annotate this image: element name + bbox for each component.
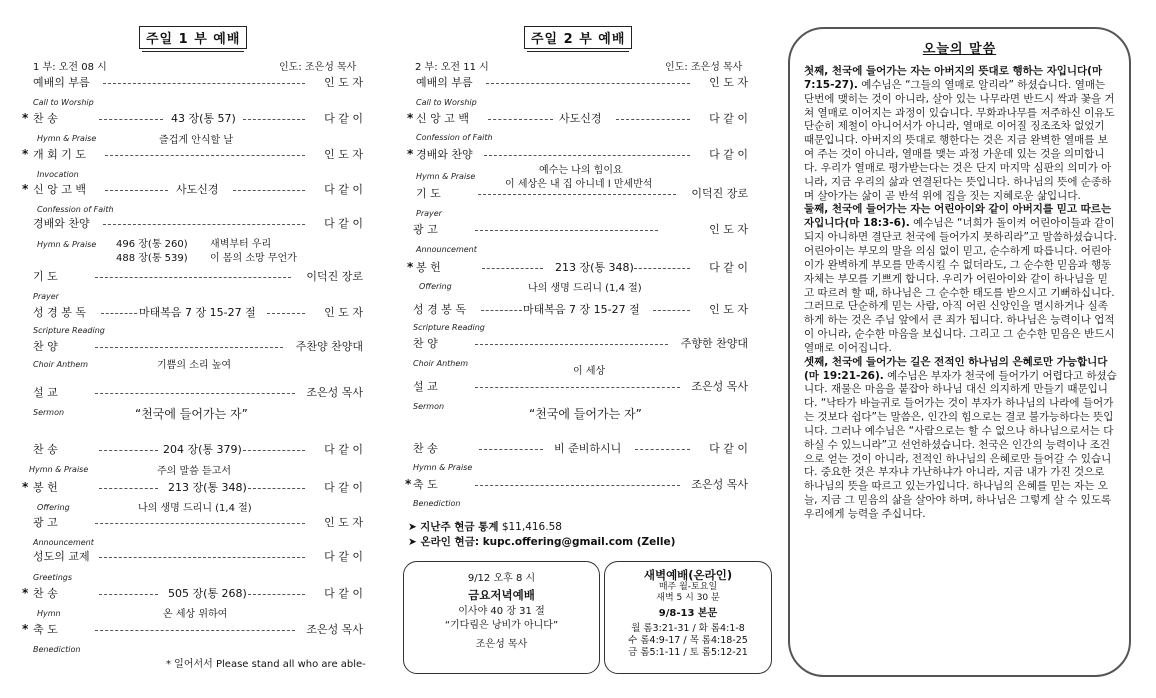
- s1-sermon-title: “천국에 들어가는 자”: [135, 407, 248, 421]
- word-point-1-text: 예수님은 “그들의 열매로 알리라” 하셨습니다. 열매는 단번에 맺히는 것이 아니라, 살아 있는 나무라면 반드시 싹과 꽃을 거쳐 열매로 이어지는 과정이 있습니다. 무화과나무를 저주하신 이유도 단순히 제철이 아니어서가 아니라, 열매로 이어질 징조조차 없었기 때문입니다. 아버지의 뜻대로 행한다는 것은 지금 완벽한 열매를 보여 주는 것이 아니라, 열매를 맺는 과정 가운데 있는 것을 의미합니다. 우리가 열매로 평가받는다는 것은 단지 마지막 심판의 의미가 아니라, 지금 우리의 삶과 연결된다는 뜻입니다. 하나님의 뜻에 순종하며 살아가는 삶이 곧 반석 위에 집을 짓는 지혜로운 삶입니다.: [804, 78, 1115, 202]
- s2-hymn-sub: Hymn & Praise: [413, 463, 473, 472]
- stand-marker: *: [405, 477, 412, 491]
- s1-prayer-label: 기 도: [33, 270, 58, 283]
- s1-praise-song-num: 488 장(통 539): [116, 253, 188, 264]
- s1-benediction-sub: Benediction: [33, 645, 81, 654]
- s1-praise-song-title: 새벽부터 우리: [210, 239, 272, 250]
- word-point-2: [804, 203, 1117, 355]
- dawn-reading-row: 월 롬3:21-31 / 화 롬4:1-8: [631, 623, 745, 634]
- online-offering-label: 온라인 현금: kupc.offering@gmail.com (Zelle): [420, 536, 676, 548]
- stand-marker: *: [22, 480, 29, 494]
- service1-title: 주일 1 부 예배: [139, 26, 247, 49]
- word-point-2-text: 예수님은 “너희가 돌이켜 어린아이들과 같이 되지 아니하면 결단코 천국에 들어가지 못하리라”고 말씀하셨습니다. 어린아이는 부모의 말을 의심 없이 믿고, 순수하게 따릅니다. 어린아이가 완벽하게 부모를 만족시킬 수 없더라도, 그 순수한 믿음과 행동 자체는 부모를 기쁘게 합니다. 우리가 어린아이와 같이 하나님을 믿고 따르려 할 때, 하나님은 그 순수한 태도를 받으시고 기뻐하십니다. 그러므로 단순하게 믿는 사람, 아직 어린 신앙인을 멸시하거나 실족하게 하는 것은 주님 앞에서 큰 죄가 됩니다. 하나님은 능력이나 업적이 아니라, 순수한 마음을 보십니다. 그리고 그 순수한 믿음은 반드시 열매로 이어집니다.: [804, 217, 1117, 354]
- s1-choir-sub: Choir Anthem: [33, 360, 89, 369]
- dawn-range: 9/8-13 본문: [658, 608, 718, 619]
- s1-sermon-right: 조은성 목사: [306, 386, 363, 399]
- offering-total-line: [408, 519, 562, 534]
- s2-choir-right: 주향한 찬양대: [680, 337, 748, 350]
- s1-hymn2-mid: 204 장(통 379): [163, 443, 242, 456]
- s1-scripture-mid: 마태복음 7 장 15-27 절: [139, 306, 256, 319]
- offering-total-label: 지난주 현금 통계: [420, 521, 499, 533]
- s2-call-sub: Call to Worship: [416, 98, 477, 107]
- s2-hymn-label: 찬 송: [413, 442, 438, 455]
- s2-hymn-right: 다 같 이: [709, 442, 748, 455]
- s2-choir-note: 이 세상: [573, 366, 606, 377]
- service2-leader: 인도: 조은성 목사: [665, 62, 743, 73]
- s1-scripture-right: 인 도 자: [324, 306, 363, 319]
- s1-hymn1-mid: 43 장(통 57): [171, 112, 236, 125]
- s1-hymn2-sub: Hymn & Praise: [29, 465, 89, 474]
- s1-hymn3-right: 다 같 이: [324, 587, 363, 600]
- s1-hymn3-sub: Hymn: [37, 609, 61, 618]
- stand-marker: *: [22, 111, 29, 125]
- s2-praise-sub: Hymn & Praise: [416, 172, 476, 181]
- s1-choir-note: 기쁨의 소리 높여: [157, 360, 231, 371]
- s1-offering-sub: Offering: [37, 503, 70, 512]
- s2-offering-mid: 213 장(통 348): [555, 261, 634, 274]
- s2-prayer-right: 이덕진 장로: [691, 187, 748, 200]
- s1-sermon-sub: Sermon: [33, 408, 65, 417]
- s1-invocation-sub: Invocation: [37, 170, 79, 179]
- s1-hymn1-sub: Hymn & Praise: [37, 134, 97, 143]
- s2-praise-song: 예수는 나의 힘이요: [539, 165, 623, 176]
- s1-choir-right: 주찬양 찬양대: [295, 340, 363, 353]
- s2-sermon-right: 조은성 목사: [691, 380, 748, 393]
- s1-scripture-label: 성 경 봉 독: [33, 306, 86, 319]
- s2-announcement-label: 광 고: [413, 223, 438, 236]
- s1-choir-label: 찬 양: [33, 340, 58, 353]
- s2-choir-sub: Choir Anthem: [413, 359, 469, 368]
- s1-prayer-sub: Prayer: [33, 292, 59, 301]
- s2-offering-right: 다 같 이: [709, 261, 748, 274]
- s2-sermon-label: 설 교: [413, 380, 438, 393]
- stand-marker: *: [22, 586, 29, 600]
- s2-choir-label: 찬 양: [413, 337, 438, 350]
- s1-hymn1-label: 찬 송: [33, 112, 58, 125]
- s2-offering-note: 나의 생명 드리니 (1,4 절): [528, 283, 642, 294]
- s2-sermon-sub: Sermon: [413, 402, 445, 411]
- s2-offering-sub: Offering: [419, 282, 452, 291]
- s1-hymn1-note: 즐겁게 안식할 날: [159, 135, 233, 146]
- s2-praise-right: 다 같 이: [709, 148, 748, 161]
- todays-word-panel: [788, 27, 1131, 677]
- s1-offering-right: 다 같 이: [324, 481, 363, 494]
- service2-time: 2 부: 오전 11 시: [415, 62, 489, 73]
- stand-footnote: * 일어서서 Please stand all who are able-: [166, 659, 366, 670]
- s2-benediction-sub: Benediction: [413, 499, 461, 508]
- friday-service-box: [403, 561, 600, 674]
- s2-benediction-label: 축 도: [413, 478, 438, 491]
- word-point-1: [804, 65, 1117, 203]
- s1-confession-label: 신 앙 고 백: [33, 183, 86, 196]
- dawn-readings: [605, 623, 771, 659]
- todays-word-title: 오늘의 말씀: [922, 42, 997, 57]
- s2-call-label: 예배의 부름: [416, 76, 473, 89]
- s1-praise-sub: Hymn & Praise: [37, 240, 97, 249]
- offering-total-value: $11,416.58: [501, 521, 562, 533]
- dawn-schedule: 매주 월-토요일: [658, 582, 718, 592]
- stand-marker: *: [22, 182, 29, 196]
- word-point-3-text: 예수님은 부자가 천국에 들어가기 어렵다고 하셨습니다. 재물은 마음을 붙잡아 하나님 대신 의지하게 만들기 때문입니다. “낙타가 바늘귀로 들어가는 것이 부자가 하나님의 나라에 들어가는 것보다 쉽다”는 말씀은, 인간의 힘으로는 결코 불가능하다는 뜻입니다. 그러나 예수님은 “사람으로는 할 수 없으나 하나님으로서는 다 하실 수 있느니라”고 선언하셨습니다. 천국은 인간의 능력이나 조건으로 얻는 것이 아니라, 전적인 하나님의 은혜로만 들어갈 수 있습니다. 중요한 것은 부자냐 가난하냐가 아니라, 지금 내가 가진 것으로 하나님의 뜻을 따르고 있는가입니다. 하나님의 은혜를 믿는 자는 오늘, 지금 그 믿음의 삶을 살아야 하며, 하나님은 그렇게 살 수 있도록 우리에게 능력을 주십니다.: [804, 369, 1117, 520]
- s2-call-right: 인 도 자: [709, 76, 748, 89]
- s2-scripture-mid: 마태복음 7 장 15-27 절: [523, 303, 640, 316]
- s1-hymn1-right: 다 같 이: [324, 112, 363, 125]
- s1-confession-sub: Confession of Faith: [37, 205, 114, 214]
- word-point-3-heading: 셋째, 천국에 들어가는 길은 전적인 하나님의 은혜로만 가능합니다(마 19:21-26).: [804, 355, 1108, 382]
- service2-title: 주일 2 부 예배: [524, 26, 632, 49]
- s1-greetings-label: 성도의 교제: [33, 550, 90, 563]
- s1-benediction-right: 조은성 목사: [306, 623, 363, 636]
- s1-offering-note: 나의 생명 드리니 (1,4 절): [138, 503, 252, 514]
- s2-confession-sub: Confession of Faith: [416, 133, 493, 142]
- s1-announcement-label: 광 고: [33, 516, 58, 529]
- stand-marker: *: [407, 260, 414, 274]
- s1-offering-label: 봉 헌: [33, 481, 58, 494]
- stand-marker: *: [22, 622, 29, 636]
- s2-prayer-label: 기 도: [416, 187, 441, 200]
- s1-invocation-right: 인 도 자: [324, 148, 363, 161]
- friday-passage: 이사야 40 장 31 절: [458, 606, 545, 617]
- s2-benediction-right: 조은성 목사: [691, 478, 748, 491]
- s1-invocation-label: 개 회 기 도: [33, 148, 86, 161]
- arrow-right-icon: ➤: [408, 536, 417, 548]
- stand-marker: *: [22, 147, 29, 161]
- s1-hymn2-right: 다 같 이: [324, 443, 363, 456]
- s1-announcement-sub: Announcement: [33, 538, 94, 547]
- s2-offering-label: 봉 헌: [416, 261, 441, 274]
- friday-date: 9/12 오후 8 시: [467, 573, 536, 584]
- s1-praise-song-num: 496 장(통 260): [116, 239, 188, 250]
- dawn-title: 새벽예배(온라인): [643, 568, 733, 582]
- stand-marker: *: [407, 147, 414, 161]
- friday-preacher: 조은성 목사: [475, 639, 528, 650]
- dawn-reading: 수 롬4:9-17: [628, 635, 681, 646]
- word-point-3: [804, 356, 1117, 522]
- s1-hymn3-label: 찬 송: [33, 587, 58, 600]
- s1-greetings-right: 다 같 이: [324, 550, 363, 563]
- dawn-reading: 금 롬5:1-11: [628, 647, 681, 658]
- dawn-reading: 목 롬4:18-25: [689, 635, 748, 646]
- service1-time: 1 부: 오전 08 시: [33, 62, 107, 73]
- s2-announcement-right: 인 도 자: [709, 223, 748, 236]
- s1-announcement-right: 인 도 자: [324, 516, 363, 529]
- s2-prayer-sub: Prayer: [416, 209, 442, 218]
- s1-praise-song-title: 이 몸의 소망 무언가: [210, 253, 297, 264]
- s1-prayer-right: 이덕진 장로: [306, 270, 363, 283]
- dawn-reading-row: 수 롬4:9-17 / 목 롬4:18-25: [628, 635, 748, 646]
- s2-confession-right: 다 같 이: [709, 112, 748, 125]
- dawn-reading: 토 롬5:12-21: [689, 647, 748, 658]
- arrow-right-icon: ➤: [408, 521, 417, 533]
- s1-confession-right: 다 같 이: [324, 183, 363, 196]
- s1-hymn3-mid: 505 장(통 268): [168, 587, 247, 600]
- s1-hymn2-label: 찬 송: [33, 443, 58, 456]
- s2-scripture-sub: Scripture Reading: [413, 323, 485, 332]
- s2-announcement-sub: Announcement: [416, 245, 477, 254]
- stand-marker: *: [407, 111, 414, 125]
- s2-hymn-mid: 비 준비하시니: [554, 442, 622, 455]
- s2-scripture-right: 인 도 자: [709, 303, 748, 316]
- s1-scripture-sub: Scripture Reading: [33, 326, 105, 335]
- s1-call-right: 인 도 자: [324, 76, 363, 89]
- s2-praise-label: 경배와 찬양: [416, 148, 473, 161]
- s1-praise-label: 경배와 찬양: [33, 217, 90, 230]
- s2-praise-song: 이 세상은 내 집 아니네 l 만세반석: [505, 179, 653, 190]
- dawn-reading: 월 롬3:21-31: [631, 623, 690, 634]
- s1-offering-mid: 213 장(통 348): [168, 481, 247, 494]
- s2-scripture-label: 성 경 봉 독: [413, 303, 466, 316]
- friday-theme: “기다림은 낭비가 아니다”: [444, 620, 559, 631]
- dawn-reading: 화 롬4:1-8: [698, 623, 745, 634]
- s1-hymn3-note: 온 세상 위하여: [163, 609, 228, 620]
- service1-leader: 인도: 조은성 목사: [279, 62, 357, 73]
- dawn-reading-row: 금 롬5:1-11 / 토 롬5:12-21: [628, 647, 748, 658]
- todays-word-body: [804, 65, 1117, 522]
- dawn-service-box: [604, 561, 772, 674]
- s2-confession-mid: 사도신경: [559, 112, 602, 125]
- s1-call-label: 예배의 부름: [33, 76, 90, 89]
- s1-benediction-label: 축 도: [33, 623, 58, 636]
- online-offering-line: [408, 534, 675, 549]
- s2-confession-label: 신 앙 고 백: [416, 112, 469, 125]
- friday-title: 금요저녁예배: [468, 588, 535, 602]
- word-point-1-heading: 첫째, 천국에 들어가는 자는 아버지의 뜻대로 행하는 자입니다(마 7:15-27).: [804, 65, 1103, 91]
- word-point-2-heading: 둘째, 천국에 들어가는 자는 어린아이와 같이 아버지를 믿고 따르는 자입니다(마 18:3-6).: [804, 203, 1112, 230]
- s1-praise-right: 다 같 이: [324, 217, 363, 230]
- s1-hymn2-note: 주의 말씀 듣고서: [157, 466, 231, 477]
- s2-sermon-title: “천국에 들어가는 자”: [529, 407, 642, 421]
- s1-call-sub: Call to Worship: [33, 98, 94, 107]
- s1-confession-mid: 사도신경: [176, 183, 219, 196]
- s1-greetings-sub: Greetings: [33, 573, 73, 582]
- s1-sermon-label: 설 교: [33, 386, 58, 399]
- dawn-time: 새벽 5 시 30 분: [656, 593, 720, 603]
